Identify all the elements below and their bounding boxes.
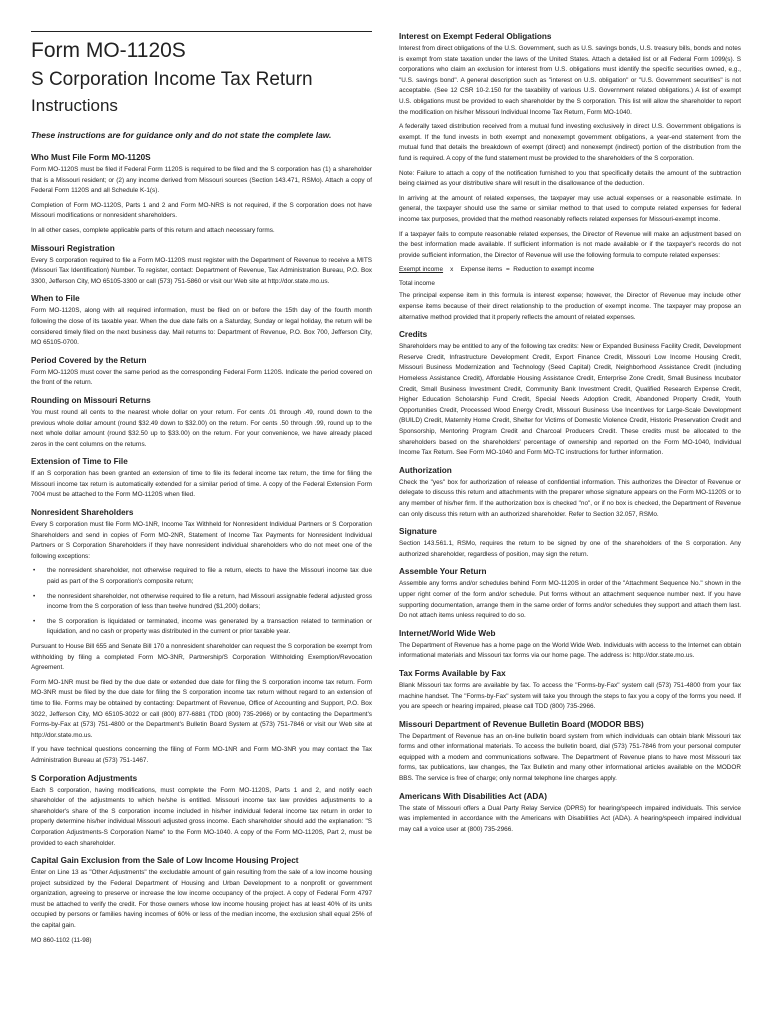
heading-signature: Signature [399,527,437,537]
paragraph: Assemble any forms and/or schedules behind Form MO-1120S in order of the "Attachment Sequence No." shown in the upper right corner of the form and/or schedule. Put forms without an attachment sequence number next. If you have supporting documentation, arrange them in the same order of forms and/or schedules they support and attach them last. Do not attach items unless required to do so. [399,580,741,620]
right-column [399,31,741,839]
heading-rounding: Rounding on Missouri Returns [31,395,151,405]
heading-nonresident: Nonresident Shareholders [31,508,134,518]
formula-expense: Expense items [460,266,503,274]
paragraph: The principal expense item in this formula is interest expense; however, the Director of Revenue may include other expense items because of their direct relationship to the production of exempt income. The taxpayer may propose an alternative method provided that it properly reflects the amount of related expenses. [399,292,741,321]
paragraph: Shareholders may be entitled to any of the following tax credits: New or Expanded Business Facility Credit, Development Reserve Credit, Infrastructure Development Credit, Export Finance Credit, Missouri Low Income Housing Credit, Missouri Business Modernization and Technology (Seed Capital) Credit, Neighborhood Assistance Credit (including Homeless Assistance Credit), Affordable Housing Assistance Credit, Enterprise Zone Credit, Small Business Incubator Credit, Small Business Investment Credit, Community Bank Investment Credit, Qualified Research Expense Credit, Higher Education Scholarship Fund Credit, Special Needs Adoption Credit, Abandoned Property Credit, Youth Opportunities Credit, Processed Wood Energy Credit, Missouri Business Use Incentives for Large-Scale Development (BUILD) Credit, Maternity Home Credit, Shelter for Victims of Domestic Violence Credit, Historic Preservation Credit and Sponsorship, Mentoring Program Credit and Charcoal Producers Credit. These credits must be allocated to the shareholders based on the shareholders' percentage of ownership and reported on the Form MO-1040, Individual Income Tax Return. See Form MO-1040 and Form MO-TC instructions for further information. [399,343,741,457]
list-item: • the nonresident shareholder, not otherwise required to file a return, elects to have the Missouri income tax due paid as part of the S corporation's composite return; [31,566,372,587]
paragraph: Check the "yes" box for authorization of release of confidential information. This authorizes the Director of Revenue or delegate to discuss this return and attachments with the preparer whose signature appears on the Form MO-1120S or to any member of his/her firm. If the authorization box is checked "no", or if no box is checked, the Department of Revenue can only discuss this return with an authorized shareholder. Refer to Section 32.057, RSMo. [399,478,741,518]
paragraph: The Department of Revenue has an on-line bulletin board system from which individuals can obtain blank Missouri tax forms and other informational materials. To access the bulletin board, dial (573) 751-7846 from your personal computer equipped with a modem and communications software. The Department of Revenue plans to have most Missouri tax forms, tax publications, law changes, the Tax Bulletin and many other informational articles available on the MODOR BBS. The service is free of charge; only normal telephone line charges apply. [399,732,741,783]
section-assemble [399,566,741,621]
formula-times: x [450,266,454,274]
header-rule [31,31,372,32]
form-title: Form MO-1120S [31,39,186,62]
paragraph: Every S corporation must file Form MO-1NR, Income Tax Withheld for Nonresident Individual Partners or S Corporation Shareholders and send in copies of Form MO-2NR, Statement of Income Tax Payments for Nonresident Individual Partners or S Corporation Shareholders if they have nonresident individual shareholders who do not meet one of the following exceptions: [31,521,372,560]
section-rounding [31,395,372,450]
paragraph: In all other cases, complete applicable parts of this return and attach necessary forms. [31,226,275,234]
paragraph: Each S corporation, having modifications, must complete the Form MO-1120S, Parts 1 and 2, and notify each shareholder of the adjustments to which he/she is entitled. Missouri income tax law provides adjustments to a shareholder's share of the S corporation income included in his/her individual federal income tax return in order to properly determine his/her individual Missouri adjusted gross income. Each shareholder should add the explanation: "S Corporation Adjustments-S Corporation Name" to the Form MO-1040. A copy of the Form MO-1120S, Part 2, must be provided to each shareholder. [31,786,372,847]
section-ada [399,791,741,836]
paragraph: Enter on Line 13 as "Other Adjustments" the excludable amount of gain resulting from the sale of a low income housing project subsidized by the Federal Department of Housing and Urban Development to a nonprofit or government organization, agreeing to preserve or increase the low income occupancy of the project. A copy of Federal Form 4797 must be attached to verify the credit. For those owners whose low income housing project has at least 40% of its units occupied by persons or families having incomes of 60% or less of the median income, the exclusion shall equal 25% of the capital gain. [31,869,372,930]
paragraph: Pursuant to House Bill 655 and Senate Bill 170 a nonresident shareholder can request the S corporation be exempt from withholding by filing a completed Form MO-3NR, Partnership/S Corporation Withholding Exemption/Revocation Agreement. [31,643,372,672]
heading-authorization: Authorization [399,465,452,475]
section-signature [399,526,741,560]
intro-note: These instructions are for guidance only and do not state the complete law. [31,130,332,140]
list-item: • the S corporation is liquidated or terminated, income was generated by a transaction related to termination or liquidation, and no cash or property was distributed in the current or prior taxable year. [31,617,372,638]
paragraph: If a taxpayer fails to compute reasonable related expenses, the Director of Revenue will make an adjustment based on the best information made available. If sufficient information is not made available or if the taxpayer's records do not provide sufficient information, the Director of Revenue will use the following formula to compute related expenses: [399,230,741,259]
heading-adjustments: S Corporation Adjustments [31,773,138,783]
heading-period: Period Covered by the Return [31,355,147,365]
heading-ada: Americans With Disabilities Act (ADA) [399,791,547,801]
section-who-must-file [31,152,372,237]
list-item: • the nonresident shareholder, not otherwise required to file a return, had Missouri assignable federal adjusted gross income from the S corporation of less than twelve hundred ($1,200) dollars; [31,592,372,613]
paragraph: Completion of Form MO-1120S, Parts 1 and 2 and Form MO-NRS is not required, if the S corporation does not have Missouri modifications or nonresident shareholders. [31,201,372,220]
section-extension [31,456,372,501]
formula-numerator: Exempt income [399,266,444,274]
section-capital-gain [31,855,372,932]
section-bbs [399,719,741,785]
form-subtitle: Instructions [31,96,118,115]
paragraph: Blank Missouri tax forms are available by fax. To access the "Forms-by-Fax" system call (573) 751-4800 from your fax machine handset. The "Forms-by-Fax" system will take you through the steps to fax you a copy of the forms you need. If you are speech or hearing impaired, please call TDD (800) 735-2966. [399,681,741,711]
paragraph: You must round all cents to the nearest whole dollar on your return. For cents .01 through .49, round down to the previous whole dollar amount (round $32.49 down to $32.00) on the return. For cents .50 through .99, round up to the next whole dollar amount (round $32.50 up to $33.00) on the return. For your convenience, we have already placed zeros in the cent columns on the returns. [31,408,372,448]
section-nonresident [31,507,372,766]
heading-bbs: Missouri Department of Revenue Bulletin Board (MODOR BBS) [399,719,644,729]
paragraph: A federally taxed distribution received from a mutual fund investing exclusively in direct U.S. Government obligations is exempt. If the fund invests in both exempt and nonexempt government obligations, a year-end statement from the mutual fund that details the breakdown of exempt (direct) and nonexempt (indirect) portion of the distribution from the fund is required. A copy of the fund statement must be provided to the shareholders of the S corporation. [399,123,741,162]
heading-credits: Credits [399,330,428,340]
left-column [31,146,372,946]
section-interest [399,31,741,323]
section-adjustments [31,773,372,850]
section-registration [31,243,372,288]
section-fax [399,668,741,713]
paragraph: Form MO-1120S must be filed if Federal Form 1120S is required to be filed and the S corporation has (1) a shareholder that is a Missouri resident; or (2) any income derived from Missouri sources (Section 143.471, RSMo). Attach a copy of Federal Form 1120S and all Schedule K-1(s). [31,166,372,195]
exceptions-list [31,566,372,638]
formula-denominator: Total income [399,279,435,287]
paragraph: The Department of Revenue has a home page on the World Wide Web. Individuals with access to the Internet can obtain informational materials and Missouri tax forms via our home page. The address is: http://dor.state.mo.us. [399,641,741,660]
paragraph: Every S corporation required to file a Form MO-1120S must register with the Department of Revenue to receive a MITS (Missouri Tax Identification) Number. To register, contact: Department of Revenue, Tax Administration Bureau, P.O. Box 3300, Jefferson City, MO 65105-3300 or call (573) 751-5860 or visit our Web site at http://dor.state.mo.us. [31,256,372,285]
formula-equals: = [505,266,510,274]
paragraph: Note: Failure to attach a copy of the notification furnished to you that specifically details the amount of the subtraction being claimed as your distributive share will result in the disallowance of the deduction. [399,169,741,188]
heading-when-to-file: When to File [31,294,80,304]
paragraph: Form MO-1120S must cover the same period as the corresponding Federal Form 1120S. Indicate the period covered on the front of the return. [31,368,372,387]
paragraph: Form MO-1NR must be filed by the due date or extended due date for filing the S corporation income tax return. Form MO-3NR must be filed by the due date for filing the S corporation income tax return without regard to an extension of time to file. Forms may be obtained by contacting: Department of Revenue, Office of Accounting and Support, P.O. Box 3022, Jefferson City, MO 65105-3022 or call (800) 877-6881 (TDD (800) 735-2966) or by contacting the Department's Forms-by-Fax at (573) 751-4800 or the Department's Bulletin Board System at (573) 751-7846 or visit our Web site at http://dor.state.mo.us. [31,678,372,739]
heading-registration: Missouri Registration [31,243,115,253]
heading-fax: Tax Forms Available by Fax [399,668,506,678]
formula-result: Reduction to exempt income [513,266,595,274]
section-web [399,628,741,662]
paragraph: Interest from direct obligations of the U.S. Government, such as U.S. savings bonds, U.S. treasury bills, bonds and notes is exempt from state taxation under the laws of the United States. Attach a detailed list or all Federal Form 1099(s). S corporations who claim an exclusion for interest from U.S. obligations must identify the specific securities owned, e.g., "U.S. savings bond". A general description such as "interest on U.S. obligation" or "U.S. Government securities" is not acceptable. (See 12 CSR 10-2.150 for the taxability of various U.S. Government related obligations.) A list of exempt U.S. obligations must be provided to each shareholder by the S corporation. This list will allow the shareholder to report the modification on his/her Missouri Individual Income Tax Return, Form MO-1040. [399,45,741,116]
form-number: MO 860-1102 (11-98) [31,936,92,944]
paragraph: If an S corporation has been granted an extension of time to file its federal income tax return, the time for filing the Missouri income tax return is automatically extended for a similar period of time. A copy of the Federal Extension Form 7004 must be attached to the Form MO-1120S when filed. [31,470,372,499]
expense-formula [399,265,741,289]
section-when-to-file [31,293,372,348]
paragraph: Form MO-1120S, along with all required information, must be filed on or before the 15th day of the fourth month following the close of its taxable year. When the due date falls on a Saturday, Sunday or legal holiday, the return will be considered timely filed on the next business day. Mail returns to: Department of Revenue, P.O. Box 700, Jefferson City, MO 65105-0700. [31,307,372,347]
paragraph: If you have technical questions concerning the filing of Form MO-1NR and Form MO-3NR you may contact the Tax Administration Bureau at (573) 751-1467. [31,746,372,764]
section-credits [399,329,741,459]
heading-who-must-file: Who Must File Form MO-1120S [31,153,151,162]
heading-extension: Extension of Time to File [31,457,128,467]
section-period [31,355,372,389]
paragraph: Section 143.561.1, RSMo, requires the return to be signed by one of the shareholders of the S corporation. Any authorized shareholder, regardless of position, may sign the return. [399,540,741,558]
paragraph: The state of Missouri offers a Dual Party Relay Service (DPRS) for hearing/speech impaired individuals. This service was implemented in accordance with the Americans with Disabilities Act (ADA). A hearing/speech impaired individual may call a voice user at (800) 735-2966. [399,804,741,833]
heading-interest: Interest on Exempt Federal Obligations [399,32,552,41]
heading-capital-gain: Capital Gain Exclusion from the Sale of Low Income Housing Project [31,856,299,866]
section-authorization [399,465,741,520]
paragraph: In arriving at the amount of related expenses, the taxpayer may use actual expenses or a reasonable estimate. In general, the taxpayer should use the same or similar method to that used to compute related expenses for federal income tax purposes, provided that the method reasonably reflects related expenses for Missouri-exempt income. [399,194,741,223]
form-main-title: S Corporation Income Tax Return [31,69,313,90]
heading-web: Internet/World Wide Web [399,628,496,638]
heading-assemble: Assemble Your Return [399,567,487,577]
